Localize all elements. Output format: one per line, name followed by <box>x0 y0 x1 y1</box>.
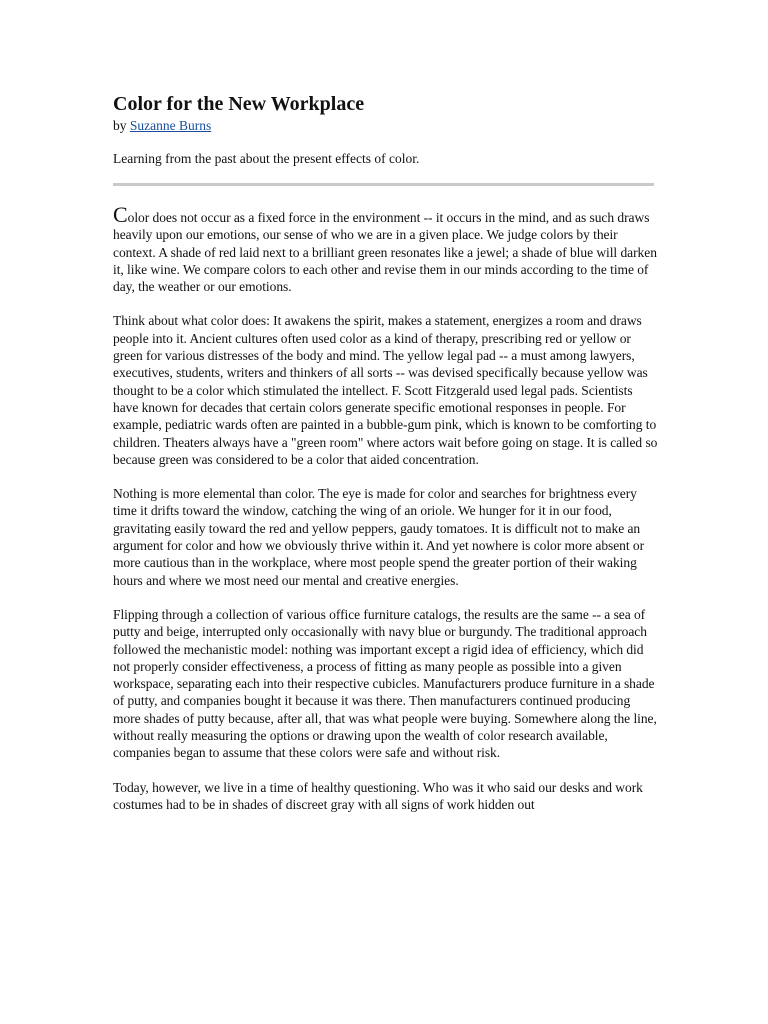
paragraph-1-text: olor does not occur as a fixed force in the environment -- it occurs in the mind, and as such draws heavily upon our emotions, our sense of who we are in a given place. We judge colors by their context. A shade of red laid next to a brilliant green resonates like a jewel; a shade of blue will darken it, like wine. We compare colors to each other and revise them in our minds according to the time of day, the weather or our emotions. <box>113 210 657 295</box>
byline-prefix: by <box>113 118 130 133</box>
byline <box>113 117 658 135</box>
article <box>113 92 658 830</box>
article-body <box>113 202 658 813</box>
paragraph-1 <box>113 202 658 295</box>
paragraph-4: Flipping through a collection of various office furniture catalogs, the results are the same -- a sea of putty and beige, interrupted only occasionally with navy blue or burgundy. The traditional approach followed the mechanistic model: nothing was important except a rigid idea of efficiency, which did not properly consider effectiveness, a process of fitting as many people as possible into a given workspace, separating each into their respective cubicles. Manufacturers produce furniture in a shade of putty, and companies bought it because it was there. Then manufacturers continued producing more shades of putty because, after all, that was what people were buying. Somewhere along the line, without really measuring the options or drawing upon the wealth of color research available, companies began to assume that these colors were safe and without risk. <box>113 606 657 761</box>
paragraph-3: Nothing is more elemental than color. The eye is made for color and searches for brightness every time it drifts toward the window, catching the wing of an oriole. We hunger for it in our food, gravitating easily toward the red and yellow peppers, gaudy tomatoes. It is difficult not to make an argument for color and how we obviously thrive within it. And yet nowhere is color more absent or more cautious than in the workplace, where most people spend the greater portion of their waking hours and where we most need our mental and creative energies. <box>113 486 645 588</box>
article-subtitle: Learning from the past about the present effects of color. <box>113 151 420 166</box>
paragraph-5: Today, however, we live in a time of healthy questioning. Who was it who said our desks and work costumes had to be in shades of discreet gray with all signs of work hidden out <box>113 779 643 812</box>
divider <box>113 183 654 186</box>
author-link[interactable]: Suzanne Burns <box>129 118 212 133</box>
drop-cap: C <box>113 202 128 227</box>
paragraph-2: Think about what color does: It awakens the spirit, makes a statement, energizes a room and draws people into it. Ancient cultures often used color as a kind of therapy, prescribing red or yellow or green for various distresses of the body and mind. The yellow legal pad -- a must among lawyers, executives, students, writers and thinkers of all sorts -- was devised specifically because yellow was thought to be a color which stimulated the intellect. F. Scott Fitzgerald used legal pads. Scientists have known for decades that certain colors generate specific emotional responses in people. For example, pediatric wards often are painted in a bubble-gum pink, which is known to be comforting to children. Theaters always have a "green room" where actors wait before going on stage. It is called so because green was considered to be a color that aided concentration. <box>113 313 658 467</box>
article-title: Color for the New Workplace <box>113 93 365 115</box>
